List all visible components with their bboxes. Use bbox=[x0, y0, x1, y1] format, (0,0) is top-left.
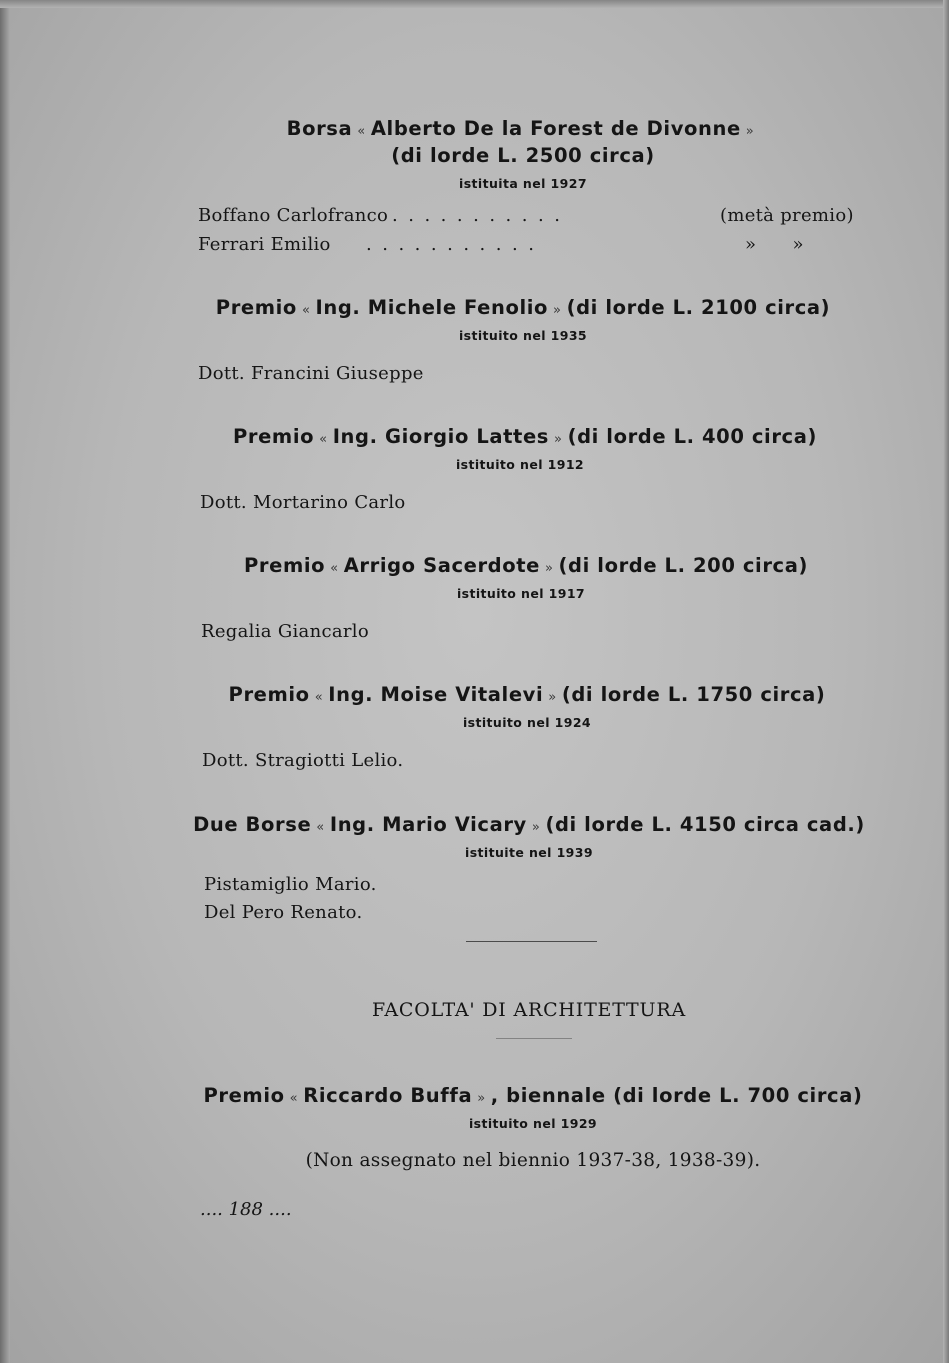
open-quote: « bbox=[319, 432, 328, 447]
close-quote: » bbox=[554, 432, 563, 447]
recipient-name: Pistamiglio Mario. bbox=[204, 874, 377, 895]
award-amount: (di lorde L. 1750 circa) bbox=[561, 683, 826, 706]
open-quote: « bbox=[289, 1091, 299, 1106]
award-type: Due Borse bbox=[193, 813, 312, 836]
award-amount: (di lorde L. 400 circa) bbox=[567, 425, 817, 448]
close-quote: » bbox=[553, 303, 562, 318]
open-quote: « bbox=[301, 303, 311, 318]
award-founded: istituito nel 1929 bbox=[468, 1116, 598, 1131]
award-name: Ing. Moise Vitalevi bbox=[328, 683, 544, 706]
recipient-name: Ferrari Emilio bbox=[198, 234, 331, 255]
award-amount: (di lorde L. 2100 circa) bbox=[566, 296, 831, 319]
award-note: (Non assegnato nel biennio 1937-38, 1938-39). bbox=[305, 1150, 761, 1171]
award-founded: istituite nel 1939 bbox=[465, 845, 593, 860]
award-name: Alberto De la Forest de Divonne bbox=[370, 117, 741, 140]
award-amount: (di lorde L. 2500 circa) bbox=[391, 144, 655, 167]
award-founded: istituita nel 1927 bbox=[459, 176, 587, 191]
recipient-name: Dott. Stragiotti Lelio. bbox=[202, 750, 404, 771]
award-founded: istituito nel 1935 bbox=[458, 328, 588, 343]
close-quote: » bbox=[745, 124, 755, 139]
award-heading bbox=[0, 554, 949, 577]
award-heading bbox=[0, 683, 949, 706]
award-heading bbox=[0, 296, 949, 319]
section-divider bbox=[466, 941, 597, 942]
award-amount: , biennale (di lorde L. 700 circa) bbox=[490, 1084, 863, 1107]
award-name: Riccardo Buffa bbox=[303, 1084, 473, 1107]
award-type: Premio bbox=[244, 554, 326, 577]
award-amount: (di lorde L. 200 circa) bbox=[558, 554, 808, 577]
page-edge-top bbox=[0, 0, 949, 8]
award-name: Ing. Giorgio Lattes bbox=[332, 425, 549, 448]
award-heading bbox=[0, 117, 949, 140]
award-type: Premio bbox=[233, 425, 315, 448]
award-name: Ing. Michele Fenolio bbox=[315, 296, 549, 319]
recipient-note: » » bbox=[745, 234, 804, 255]
award-type: Premio bbox=[215, 296, 297, 319]
award-name: Arrigo Sacerdote bbox=[343, 554, 540, 577]
award-founded: istituito nel 1912 bbox=[455, 457, 585, 472]
leader-dots: ........... bbox=[366, 234, 545, 255]
award-heading bbox=[0, 1084, 949, 1107]
recipient-name: Dott. Mortarino Carlo bbox=[200, 492, 406, 513]
recipient-name: Dott. Francini Giuseppe bbox=[198, 363, 424, 384]
page-number: .... 188 .... bbox=[200, 1199, 292, 1220]
recipient-note: (metà premio) bbox=[720, 205, 854, 226]
open-quote: « bbox=[357, 124, 366, 139]
award-type: Premio bbox=[228, 683, 310, 706]
award-heading bbox=[0, 425, 949, 448]
leader-dots: ........... bbox=[392, 205, 571, 226]
award-amount: (di lorde L. 4150 circa cad.) bbox=[545, 813, 865, 836]
section-title: FACOLTA' DI ARCHITETTURA bbox=[372, 999, 686, 1021]
award-heading bbox=[0, 813, 949, 836]
award-name: Ing. Mario Vicary bbox=[329, 813, 527, 836]
open-quote: « bbox=[330, 561, 339, 576]
award-founded: istituito nel 1917 bbox=[456, 586, 586, 601]
recipient-name: Del Pero Renato. bbox=[204, 902, 363, 923]
section-title-underline bbox=[496, 1038, 572, 1039]
recipient-name: Regalia Giancarlo bbox=[201, 621, 369, 642]
close-quote: » bbox=[477, 1091, 486, 1106]
award-founded: istituito nel 1924 bbox=[462, 715, 592, 730]
recipient-name: Boffano Carlofranco bbox=[198, 205, 389, 226]
close-quote: » bbox=[548, 690, 557, 705]
open-quote: « bbox=[314, 690, 324, 705]
close-quote: » bbox=[531, 820, 541, 835]
award-type: Premio bbox=[203, 1084, 285, 1107]
open-quote: « bbox=[316, 820, 325, 835]
close-quote: » bbox=[544, 561, 554, 576]
award-type: Borsa bbox=[286, 117, 353, 140]
